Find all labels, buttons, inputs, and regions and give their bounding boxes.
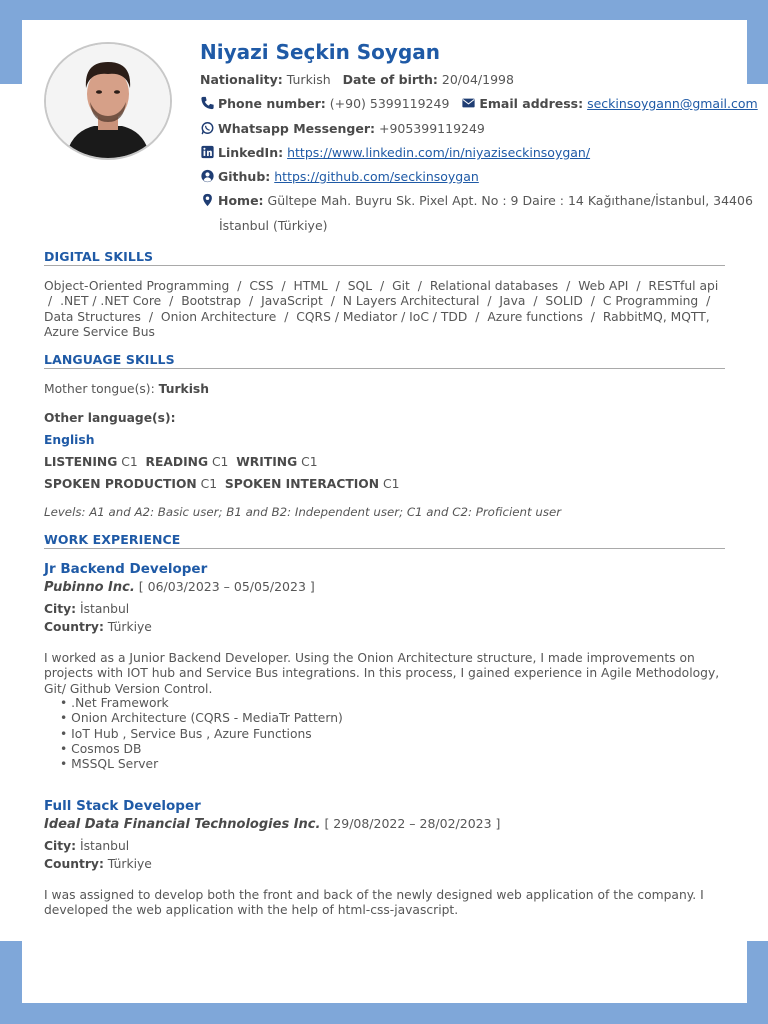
skill-separator: / <box>48 294 53 309</box>
city-label-2: City: <box>44 839 77 853</box>
github-label: Github: <box>218 169 271 184</box>
job-tech-list-1 <box>60 696 343 772</box>
spoken-production-label: SPOKEN PRODUCTION <box>44 477 197 491</box>
levels-note: Levels: A1 and A2: Basic user; B1 and B2: Independent user; C1 and C2: Proficient user <box>44 505 562 519</box>
language-english: English <box>44 433 95 447</box>
skill-item: N Layers Architectural <box>342 294 480 309</box>
list-item: • MSSQL Server <box>60 757 343 772</box>
linkedin-line <box>200 145 590 161</box>
skill-item: RabbitMQ, MQTT, Azure Service Bus <box>44 309 710 339</box>
job-description-1: I worked as a Junior Backend Developer. Using the Onion Architecture structure, I made improvements on projects with IOT hub and Service Bus integrations. In this process, I gained experience in Agile Methodology, Git/ Github Version Control. <box>44 651 720 696</box>
job-country-2 <box>44 857 734 872</box>
country-value-1: Türkiye <box>107 620 152 634</box>
home-address-line2: İstanbul (Türkiye) <box>219 218 328 233</box>
job-company-2: Ideal Data Financial Technologies Inc. <box>44 817 321 832</box>
home-address: Gültepe Mah. Buyru Sk. Pixel Apt. No : 9 Daire : 14 Kağıthane/İstanbul, 34406 <box>267 193 753 208</box>
job-title-1: Jr Backend Developer <box>44 561 208 577</box>
mother-tongue-label: Mother tongue(s): <box>44 382 155 396</box>
skill-item: HTML <box>293 279 328 293</box>
language-skills-title: LANGUAGE SKILLS <box>44 352 725 369</box>
nationality-label: Nationality: <box>200 72 283 87</box>
skill-item: Onion Architecture <box>160 309 277 324</box>
language-levels-line2 <box>44 477 734 492</box>
skill-item: CSS <box>249 279 274 293</box>
writing-level: C1 <box>301 455 318 469</box>
github-link[interactable]: https://github.com/seckinsoygan <box>274 169 479 184</box>
phone-value: (+90) 5399119249 <box>329 96 450 111</box>
mother-tongue-value: Turkish <box>158 382 209 396</box>
skill-item: RESTful api <box>648 279 719 293</box>
nationality-dob-line <box>200 72 514 88</box>
other-languages-label <box>44 411 734 426</box>
phone-icon <box>200 96 215 110</box>
digital-skills-list <box>44 279 728 340</box>
skill-separator: / <box>706 294 711 309</box>
skill-item: .NET / .NET Core <box>60 294 162 309</box>
skill-separator: / <box>380 279 385 293</box>
linkedin-label: LinkedIn: <box>218 145 284 160</box>
job-city-2 <box>44 839 734 854</box>
reading-label: READING <box>145 455 209 469</box>
skill-separator: / <box>636 279 641 293</box>
github-icon <box>200 169 215 183</box>
list-item: • .Net Framework <box>60 696 343 711</box>
country-value-2: Türkiye <box>107 857 152 871</box>
whatsapp-line <box>200 121 485 137</box>
skill-item: JavaScript <box>261 294 323 309</box>
skill-item: Bootstrap <box>181 294 242 309</box>
job-country-1 <box>44 620 734 635</box>
nationality-value: Turkish <box>286 72 331 87</box>
skill-item: Git <box>392 279 410 293</box>
map-pin-icon <box>200 193 215 207</box>
digital-skills-title: DIGITAL SKILLS <box>44 249 725 266</box>
skill-separator: / <box>169 294 174 309</box>
skill-separator: / <box>590 309 595 324</box>
job-dates-1: [ 06/03/2023 – 05/05/2023 ] <box>138 579 315 594</box>
home-line <box>200 193 753 209</box>
candidate-name: Niyazi Seçkin Soygan <box>200 40 440 64</box>
email-label: Email address: <box>479 96 584 111</box>
spoken-interaction-label: SPOKEN INTERACTION <box>224 477 380 491</box>
skill-item: Web API <box>578 279 629 293</box>
skill-item: Object-Oriented Programming <box>44 279 230 293</box>
work-experience-title: WORK EXPERIENCE <box>44 532 725 549</box>
other-languages-text: Other language(s): <box>44 411 176 425</box>
phone-label: Phone number: <box>218 96 326 111</box>
linkedin-icon <box>200 145 215 159</box>
skill-item: Azure functions <box>487 309 583 324</box>
list-item: • IoT Hub , Service Bus , Azure Functions <box>60 727 343 742</box>
skill-separator: / <box>284 309 289 324</box>
country-label-2: Country: <box>44 857 104 871</box>
skill-item: SQL <box>347 279 373 293</box>
list-item: • Onion Architecture (CQRS - MediaTr Pattern) <box>60 711 343 726</box>
job-company-1: Pubinno Inc. <box>44 580 135 595</box>
skill-separator: / <box>335 279 340 293</box>
country-label-1: Country: <box>44 620 104 634</box>
home-label: Home: <box>218 193 264 208</box>
dob-label: Date of birth: <box>342 72 438 87</box>
github-line <box>200 169 479 185</box>
skill-separator: / <box>417 279 422 293</box>
skill-item: Data Structures <box>44 309 141 324</box>
cv-page <box>22 20 758 1003</box>
whatsapp-label: Whatsapp Messenger: <box>218 121 375 136</box>
city-label-1: City: <box>44 602 77 616</box>
linkedin-link[interactable]: https://www.linkedin.com/in/niyaziseckinsoygan/ <box>287 145 591 160</box>
mother-tongue-line <box>44 382 734 397</box>
listening-level: C1 <box>121 455 138 469</box>
contact-line <box>200 96 758 112</box>
skill-separator: / <box>330 294 335 309</box>
skill-item: Java <box>499 294 526 309</box>
skill-separator: / <box>237 279 242 293</box>
skill-item: CQRS / Mediator / IoC / TDD <box>296 309 468 324</box>
reading-level: C1 <box>211 455 229 469</box>
whatsapp-value: +905399119249 <box>378 121 485 136</box>
spoken-production-level: C1 <box>200 477 218 491</box>
skill-separator: / <box>487 294 492 309</box>
skill-separator: / <box>249 294 254 309</box>
language-levels-line1 <box>44 455 734 470</box>
skill-separator: / <box>590 294 595 309</box>
profile-photo <box>44 42 172 160</box>
envelope-icon <box>461 96 476 110</box>
skill-separator: / <box>475 309 480 324</box>
skill-separator: / <box>566 279 571 293</box>
skill-separator: / <box>148 309 153 324</box>
job-city-1 <box>44 602 734 617</box>
skill-item: C Programming <box>602 294 699 309</box>
job-description-2: I was assigned to develop both the front and back of the newly designed web application of the company. I developed the web application with the help of html-css-javascript. <box>44 888 704 918</box>
whatsapp-icon <box>200 121 215 135</box>
dob-value: 20/04/1998 <box>441 72 514 87</box>
spoken-interaction-level: C1 <box>382 477 400 491</box>
skill-item: SOLID <box>545 294 583 309</box>
skill-item: Relational databases <box>429 279 559 293</box>
listening-label: LISTENING <box>44 455 118 469</box>
job-dates-2: [ 29/08/2022 – 28/02/2023 ] <box>324 816 501 831</box>
city-value-2: İstanbul <box>79 839 130 853</box>
list-item: • Cosmos DB <box>60 742 343 757</box>
city-value-1: İstanbul <box>79 602 130 616</box>
skill-separator: / <box>281 279 286 293</box>
job-company-line-1 <box>44 579 315 595</box>
skill-separator: / <box>533 294 538 309</box>
email-link[interactable]: seckinsoygann@gmail.com <box>587 96 758 111</box>
writing-label: WRITING <box>236 455 298 469</box>
job-title-2: Full Stack Developer <box>44 798 201 814</box>
job-company-line-2 <box>44 816 500 832</box>
